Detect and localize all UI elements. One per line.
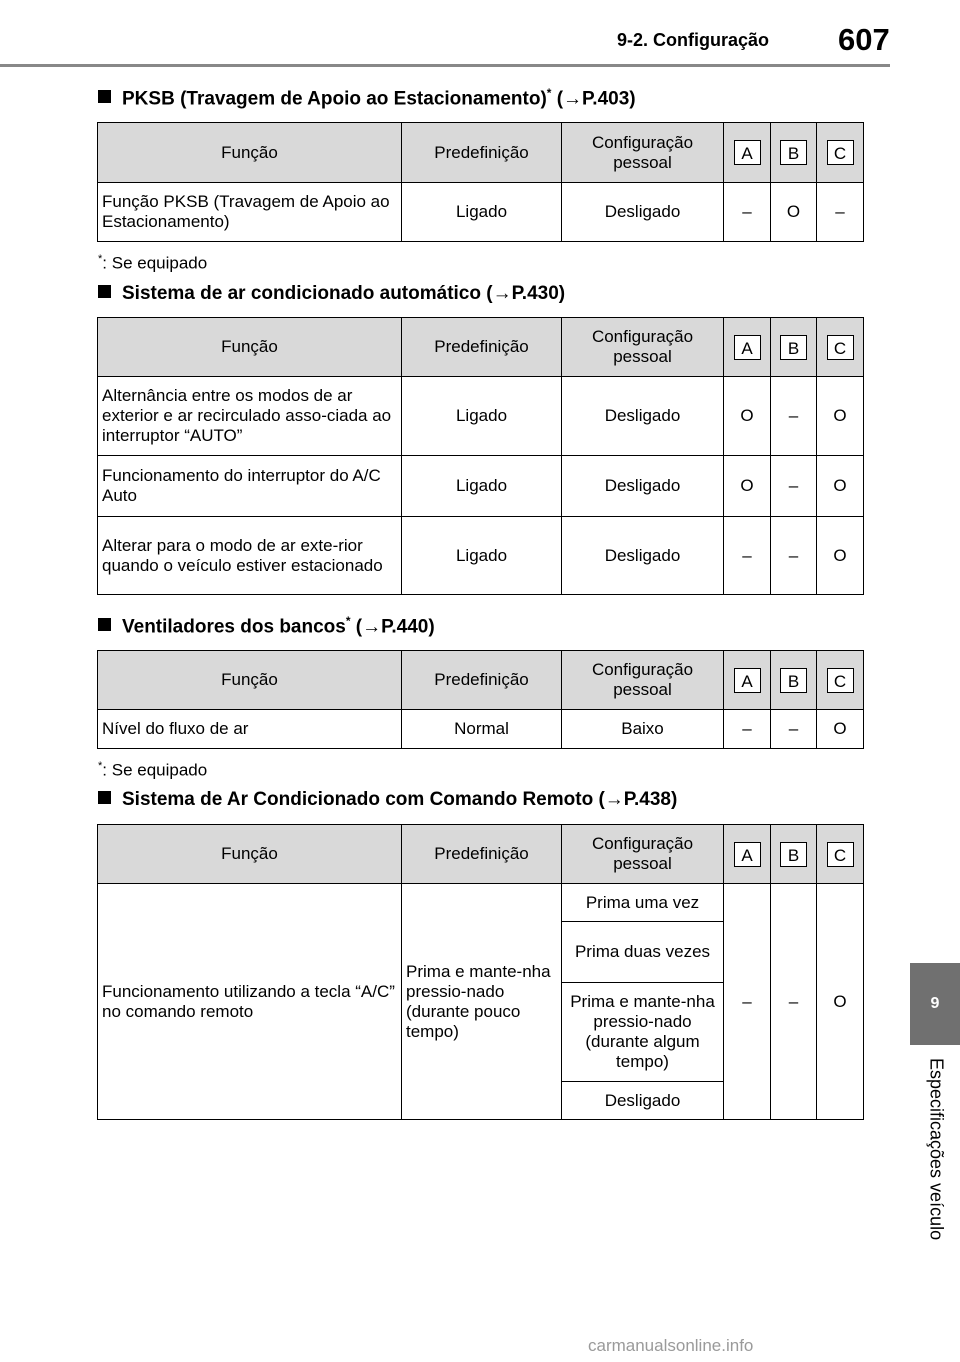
cell-custom: Baixo	[562, 710, 724, 749]
page-ref-link[interactable]: (→P.438)	[598, 789, 678, 810]
column-header-default: Predefinição	[402, 318, 562, 377]
cell-custom: Desligado	[562, 456, 724, 517]
cell-function: Funcionamento utilizando a tecla “A/C” no comando remoto	[98, 884, 402, 1120]
column-header-default: Predefinição	[402, 825, 562, 884]
header-section-title: 9-2. Configuração	[617, 30, 770, 50]
square-bullet-icon	[98, 285, 111, 298]
column-header-default: Predefinição	[402, 123, 562, 183]
column-header-default: Predefinição	[402, 651, 562, 710]
cell-c: O	[817, 456, 864, 517]
column-header-c: C	[817, 825, 864, 884]
cell-default: Ligado	[402, 456, 562, 517]
cell-custom-option: Desligado	[562, 1082, 724, 1120]
cell-custom-option: Prima uma vez	[562, 884, 724, 922]
column-header-function: Função	[98, 825, 402, 884]
header-divider	[0, 64, 890, 67]
square-bullet-icon	[98, 90, 111, 103]
column-header-function: Função	[98, 123, 402, 183]
cell-b: –	[771, 456, 817, 517]
column-header-b: B	[771, 825, 817, 884]
page-ref-link[interactable]: (→P.403)	[556, 88, 636, 110]
column-header-custom: Configuração pessoal	[562, 651, 724, 710]
column-header-c: C	[817, 318, 864, 377]
cell-b: –	[771, 884, 817, 1120]
cell-a: –	[724, 710, 771, 749]
cell-function: Nível do fluxo de ar	[98, 710, 402, 749]
cell-a: –	[724, 517, 771, 595]
section-title-auto-ac: Sistema de ar condicionado automático (→P.430)	[98, 283, 565, 305]
square-bullet-icon	[98, 791, 111, 804]
cell-c: O	[817, 884, 864, 1120]
chapter-tab[interactable]: 9	[910, 963, 960, 1045]
cell-default: Prima e mante-nha pressio-nado (durante pouco tempo)	[402, 884, 562, 1120]
cell-default: Ligado	[402, 183, 562, 242]
chapter-label: Especificações veículo	[926, 1058, 947, 1241]
page-ref-link[interactable]: (→P.440)	[355, 616, 435, 638]
footnote: *: Se equipado	[98, 253, 208, 273]
column-header-function: Função	[98, 318, 402, 377]
cell-c: –	[817, 183, 864, 242]
cell-default: Ligado	[402, 377, 562, 456]
column-header-a: A	[724, 318, 771, 377]
cell-c: O	[817, 517, 864, 595]
watermark: carmanualsonline.info	[588, 1336, 754, 1355]
cell-b: –	[771, 710, 817, 749]
cell-function: Alternância entre os modos de ar exterior e ar recirculado asso-ciada ao interruptor “AUTO”	[98, 377, 402, 456]
column-header-a: A	[724, 825, 771, 884]
cell-c: O	[817, 377, 864, 456]
column-header-c: C	[817, 123, 864, 183]
cell-b: –	[771, 517, 817, 595]
column-header-b: B	[771, 651, 817, 710]
page-number: 607	[838, 22, 890, 57]
page-ref-link[interactable]: (→P.430)	[486, 283, 566, 304]
cell-a: O	[724, 456, 771, 517]
settings-table-auto-ac	[97, 317, 864, 595]
cell-custom: Desligado	[562, 377, 724, 456]
cell-default: Normal	[402, 710, 562, 749]
cell-custom: Desligado	[562, 183, 724, 242]
column-header-b: B	[771, 318, 817, 377]
column-header-c: C	[817, 651, 864, 710]
footnote: *: Se equipado	[98, 760, 208, 780]
column-header-custom: Configuração pessoal	[562, 123, 724, 183]
cell-default: Ligado	[402, 517, 562, 595]
column-header-b: B	[771, 123, 817, 183]
section-title-remote-ac: Sistema de Ar Condicionado com Comando Remoto (→P.438)	[98, 789, 677, 811]
column-header-custom: Configuração pessoal	[562, 318, 724, 377]
section-title-seat-ventilators: Ventiladores dos bancos* (→P.440)	[98, 614, 435, 638]
table-row	[98, 884, 864, 922]
column-header-custom: Configuração pessoal	[562, 825, 724, 884]
cell-b: O	[771, 183, 817, 242]
table-row	[98, 183, 864, 242]
cell-a: O	[724, 377, 771, 456]
column-header-a: A	[724, 651, 771, 710]
cell-function: Funcionamento do interruptor do A/C Auto	[98, 456, 402, 517]
table-row	[98, 710, 864, 749]
table-row	[98, 517, 864, 595]
cell-function: Função PKSB (Travagem de Apoio ao Estacionamento)	[98, 183, 402, 242]
column-header-a: A	[724, 123, 771, 183]
cell-custom-option: Prima e mante-nha pressio-nado (durante algum tempo)	[562, 983, 724, 1082]
cell-function: Alterar para o modo de ar exte-rior quando o veículo estiver estacionado	[98, 517, 402, 595]
section-title-pksb: PKSB (Travagem de Apoio ao Estacionamento)* (→P.403)	[98, 86, 636, 110]
cell-a: –	[724, 884, 771, 1120]
settings-table-seat-ventilators	[97, 650, 864, 749]
square-bullet-icon	[98, 618, 111, 631]
settings-table-pksb	[97, 122, 864, 242]
cell-a: –	[724, 183, 771, 242]
table-row	[98, 456, 864, 517]
settings-table-remote-ac	[97, 824, 864, 1120]
cell-c: O	[817, 710, 864, 749]
cell-custom-option: Prima duas vezes	[562, 922, 724, 983]
column-header-function: Função	[98, 651, 402, 710]
table-row	[98, 377, 864, 456]
cell-custom: Desligado	[562, 517, 724, 595]
cell-b: –	[771, 377, 817, 456]
